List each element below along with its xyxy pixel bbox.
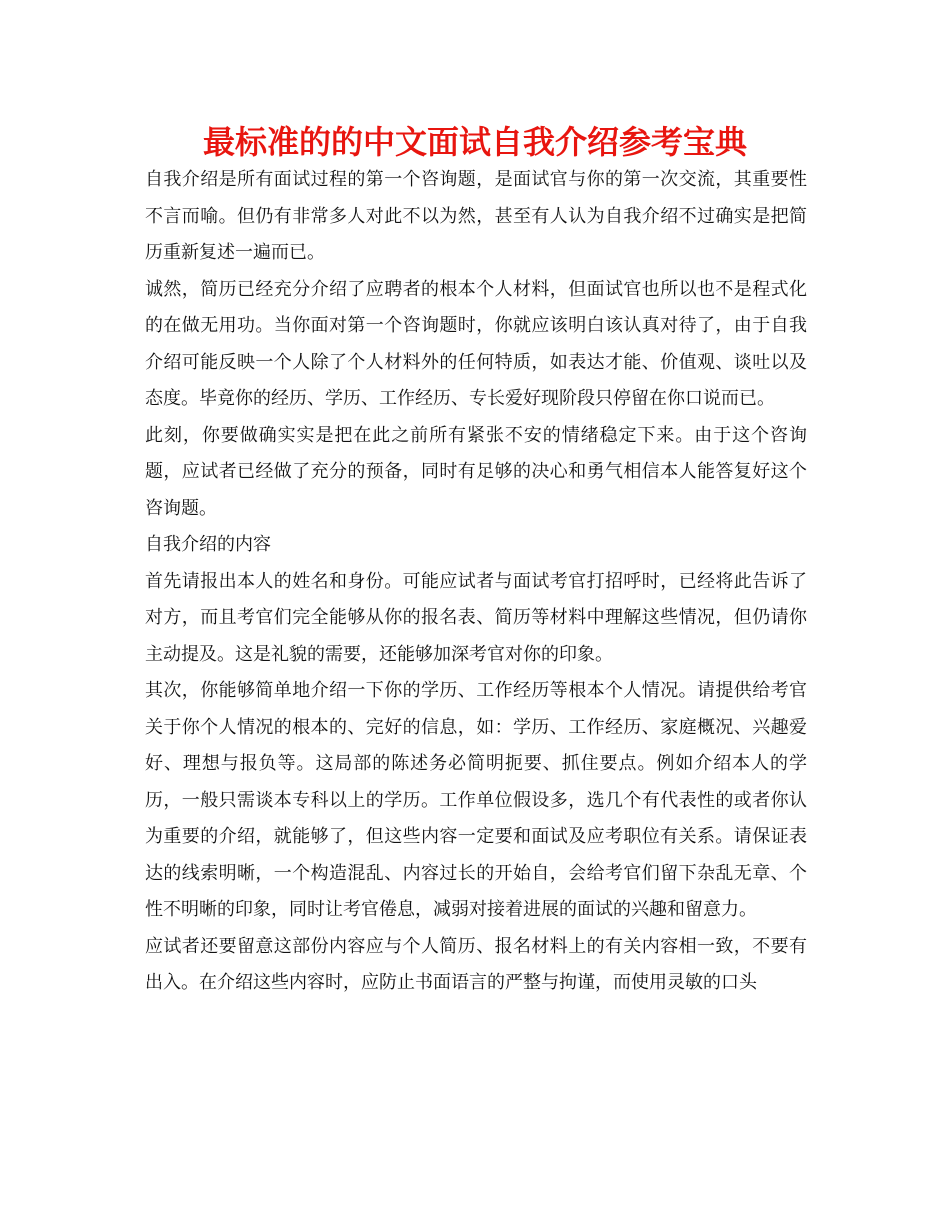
paragraph-calm: 此刻，你要做确实实是把在此之前所有紧张不安的情绪稳定下来。由于这个咨询题，应试者已经做了充分的预备，同时有足够的决心和勇气相信本人能答复好这个咨询题。 (145, 424, 807, 519)
paragraph-resume: 诚然，简历已经充分介绍了应聘者的根本个人材料，但面试官也所以也不是程式化的在做无用功。当你面对第一个咨询题时，你就应该明白该认真对待了，由于自我介绍可能反映一个人除了个人材料外的任何特质，如表达才能、价值观、谈吐以及态度。毕竟你的经历、学历、工作经历、专长爱好现阶段只停留在你口说而已。 (145, 278, 807, 409)
paragraph-background: 其次，你能够简单地介绍一下你的学历、工作经历等根本个人情况。请提供给考官关于你个人情况的根本的、完好的信息，如：学历、工作经历、家庭概况、兴趣爱好、理想与报负等。这局部的陈述务必简明扼要、抓住要点。例如介绍本人的学历，一般只需谈本专科以上的学历。工作单位假设多，选几个有代表性的或者你认为重要的介绍，就能够了，但这些内容一定要和面试及应考职位有关系。请保证表达的线索明晰，一个构造混乱、内容过长的开始自，会给考官们留下杂乱无章、个性不明晰的印象，同时让考官倦息，减弱对接着进展的面试的兴趣和留意力。 (145, 680, 807, 920)
document-body (145, 162, 807, 1002)
section-heading: 自我介绍的内容 (145, 534, 271, 555)
paragraph-intro: 自我介绍是所有面试过程的第一个咨询题，是面试官与你的第一次交流，其重要性不言而喻。但仍有非常多人对此不以为然，甚至有人认为自我介绍不过确实是把简历重新复述一遍而已。 (145, 169, 807, 263)
document-title: 最标准的的中文面试自我介绍参考宝典 (202, 123, 747, 161)
paragraph-consistency: 应试者还要留意这部份内容应与个人简历、报名材料上的有关内容相一致，不要有出入。在介绍这些内容时，应防止书面语言的严整与拘谨，而使用灵敏的口头 (145, 935, 807, 993)
paragraph-name-identity: 首先请报出本人的姓名和身份。可能应试者与面试考官打招呼时，已经将此告诉了对方，而且考官们完全能够从你的报名表、简历等材料中理解这些情况，但仍请你主动提及。这是礼貌的需要，还能够加深考官对你的印象。 (145, 570, 807, 665)
